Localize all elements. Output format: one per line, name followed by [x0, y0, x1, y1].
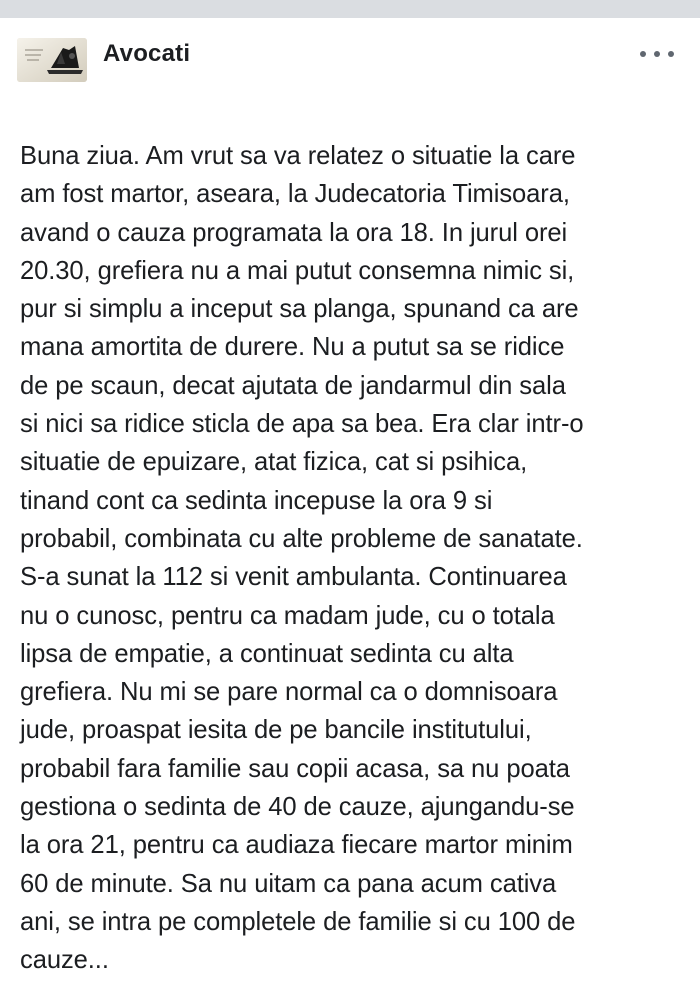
- more-options-icon: [654, 51, 660, 57]
- page-name[interactable]: Avocati: [103, 40, 191, 67]
- more-options-button[interactable]: [640, 46, 674, 62]
- top-divider-strip: [0, 0, 700, 18]
- post-text: Buna ziua. Am vrut sa va relatez o situatie la care am fost martor, aseara, la Judecatoria Timisoara, avand o cauza programata la ora 18. In jurul orei 20.30, grefiera nu a mai putut consemna nimic si, pur si simplu a inceput sa planga, spunand ca are mana amortita de durere. Nu a putut sa se ridice de pe scaun, decat ajutata de jandarmul din sala si nici sa ridice sticla de apa sa bea. Era clar intr-o situatie de epuizare, atat fizica, cat si psihica, tinand cont ca sedinta incepuse la ora 9 si probabil, combinata cu alte probleme de sanatate. S-a sunat la 112 si venit ambulanta. Continuarea nu o cunosc, pentru ca madam jude, cu o totala lipsa de empatie, a continuat sedinta cu alta grefiera. Nu mi se pare normal ca o domnisoara jude, proaspat iesita de pe bancile institutului, probabil fara familie sau copii acasa, sa nu poata gestiona o sedinta de 40 de cauze, ajungandu-se la ora 21, pentru ca audiaza fiecare martor minim 60 de minute. Sa nu uitam ca pana acum cativa ani, se intra pe completele de familie si cu 100 de cauze...: [20, 142, 584, 975]
- post-header: [0, 18, 700, 108]
- more-options-icon: [668, 51, 674, 57]
- scales-of-justice-icon: [17, 38, 87, 82]
- page-avatar[interactable]: [17, 38, 87, 82]
- more-options-icon: [640, 51, 646, 57]
